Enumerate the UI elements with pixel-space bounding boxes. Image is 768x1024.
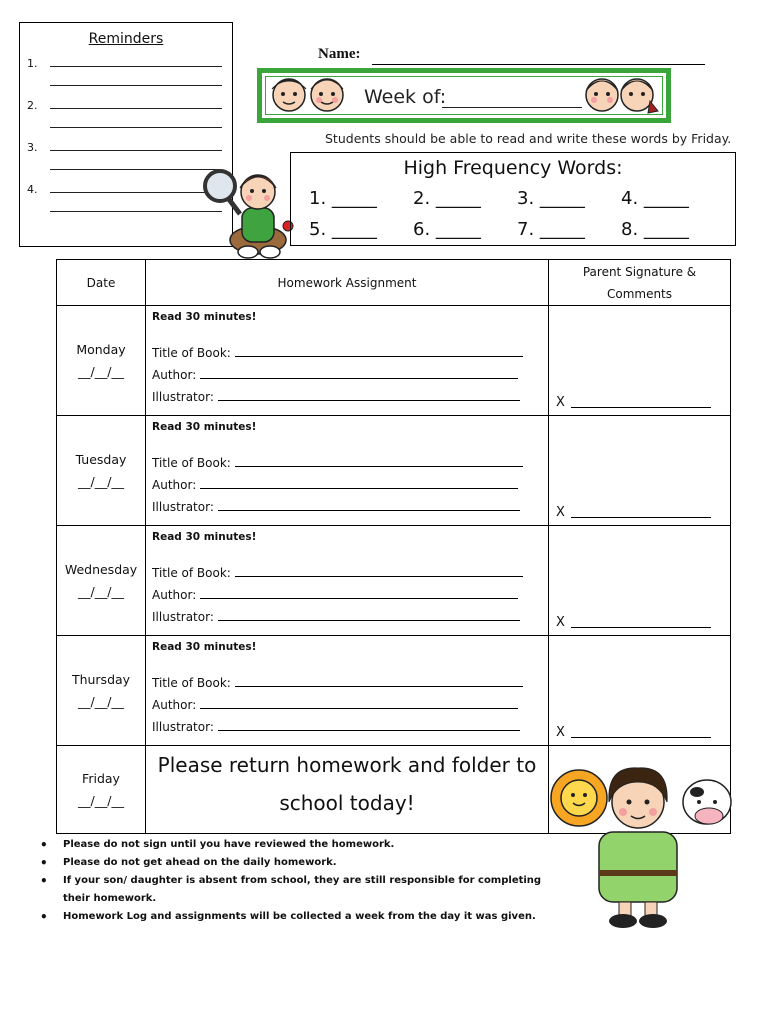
kids-clipart-left	[264, 71, 360, 119]
high-frequency-words-title: High Frequency Words:	[403, 157, 623, 179]
signature-line[interactable]	[571, 627, 711, 628]
title-field[interactable]	[235, 457, 523, 467]
title-label: Title of Book:	[152, 456, 231, 470]
hfw-word-2[interactable]: 2. _____	[413, 188, 481, 209]
title-field[interactable]	[235, 567, 523, 577]
day-cell	[57, 746, 146, 834]
signature-x: X	[556, 395, 565, 410]
author-field[interactable]	[200, 589, 518, 599]
illustrator-label: Illustrator:	[152, 610, 214, 624]
day-date-field[interactable]: __/__/__	[78, 473, 124, 489]
day-cell	[57, 416, 146, 526]
students-note: Students should be able to read and write these words by Friday.	[325, 131, 732, 146]
day-date-field[interactable]: __/__/__	[78, 792, 124, 808]
reminder-number: 3.	[27, 141, 38, 154]
day-name: Thursday	[71, 671, 131, 687]
week-of-banner	[257, 68, 671, 123]
friday-message-line-2: school today!	[279, 791, 415, 815]
author-field[interactable]	[200, 479, 518, 489]
reminder-line[interactable]	[50, 108, 222, 109]
illustrator-field[interactable]	[218, 611, 520, 621]
hfw-word-3[interactable]: 3. _____	[517, 188, 585, 209]
reminder-number: 1.	[27, 57, 38, 70]
day-cell	[57, 526, 146, 636]
day-date-field[interactable]: __/__/__	[78, 693, 124, 709]
reminder-line[interactable]	[50, 150, 222, 151]
assignment-cell	[146, 526, 549, 636]
author-label: Author:	[152, 588, 197, 602]
note-item: • Please do not sign until you have reviewed the homework.	[40, 836, 560, 854]
read-instruction: Read 30 minutes!	[152, 641, 257, 653]
signature-x: X	[556, 615, 565, 630]
high-frequency-words-box	[290, 152, 736, 246]
cow-puppet	[683, 780, 731, 824]
reminder-number: 2.	[27, 99, 38, 112]
reminder-line[interactable]	[50, 169, 222, 170]
kid-magnifier-clipart	[200, 158, 295, 264]
hfw-word-1[interactable]: 1. _____	[309, 188, 377, 209]
signature-x: X	[556, 725, 565, 740]
day-date-field[interactable]: __/__/__	[78, 583, 124, 599]
day-date-field[interactable]: __/__/__	[78, 363, 124, 379]
hfw-word-7[interactable]: 7. _____	[517, 219, 585, 240]
note-item: • Homework Log and assignments will be collected a week from the day it was given.	[40, 908, 560, 926]
author-field[interactable]	[200, 699, 518, 709]
day-name: Wednesday	[64, 561, 138, 577]
signature-line[interactable]	[571, 407, 711, 408]
assignment-cell	[146, 416, 549, 526]
header-signature: Parent Signature & Comments	[549, 260, 731, 306]
hfw-word-4[interactable]: 4. _____	[621, 188, 689, 209]
day-name: Friday	[82, 770, 120, 786]
author-label: Author:	[152, 368, 197, 382]
day-cell	[57, 306, 146, 416]
illustrator-label: Illustrator:	[152, 720, 214, 734]
signature-cell[interactable]	[549, 306, 731, 416]
notes-list	[40, 836, 560, 926]
author-field[interactable]	[200, 369, 518, 379]
illustrator-field[interactable]	[218, 391, 520, 401]
hfw-word-5[interactable]: 5. _____	[309, 219, 377, 240]
read-instruction: Read 30 minutes!	[152, 531, 257, 543]
week-of-field[interactable]	[442, 107, 582, 108]
kids-clipart-right	[582, 69, 662, 119]
note-item: • If your son/ daughter is absent from school, they are still responsible for completing their homework.	[40, 872, 560, 908]
signature-line[interactable]	[571, 737, 711, 738]
reminder-number: 4.	[27, 183, 38, 196]
assignment-cell	[146, 306, 549, 416]
illustrator-field[interactable]	[218, 501, 520, 511]
table-header-row	[57, 260, 731, 306]
signature-x: X	[556, 505, 565, 520]
signature-line[interactable]	[571, 517, 711, 518]
header-date: Date	[57, 260, 146, 306]
name-label: Name:	[318, 46, 361, 62]
author-label: Author:	[152, 478, 197, 492]
signature-cell[interactable]	[549, 636, 731, 746]
hfw-word-8[interactable]: 8. _____	[621, 219, 689, 240]
note-item: • Please do not get ahead on the daily homework.	[40, 854, 560, 872]
homework-log-table	[56, 259, 731, 834]
sun-puppet	[551, 770, 607, 826]
signature-cell[interactable]	[549, 526, 731, 636]
reminder-line[interactable]	[50, 127, 222, 128]
friday-message	[146, 746, 549, 834]
table-row-tuesday	[57, 416, 731, 526]
illustrator-label: Illustrator:	[152, 500, 214, 514]
name-field[interactable]	[372, 64, 705, 65]
read-instruction: Read 30 minutes!	[152, 311, 257, 323]
reminder-line[interactable]	[50, 85, 222, 86]
title-label: Title of Book:	[152, 566, 231, 580]
friday-message-line-1: Please return homework and folder to	[157, 753, 537, 777]
hfw-word-6[interactable]: 6. _____	[413, 219, 481, 240]
author-label: Author:	[152, 698, 197, 712]
day-name: Monday	[76, 341, 126, 357]
assignment-cell	[146, 636, 549, 746]
reminders-title: Reminders	[88, 31, 164, 47]
week-of-label: Week of:	[364, 86, 447, 108]
day-name: Tuesday	[75, 451, 127, 467]
reminder-line[interactable]	[50, 211, 222, 212]
header-assignment: Homework Assignment	[146, 260, 549, 306]
title-field[interactable]	[235, 347, 523, 357]
reminder-line[interactable]	[50, 192, 222, 193]
table-row-wednesday	[57, 526, 731, 636]
illustrator-field[interactable]	[218, 721, 520, 731]
title-field[interactable]	[235, 677, 523, 687]
signature-cell[interactable]	[549, 416, 731, 526]
read-instruction: Read 30 minutes!	[152, 421, 257, 433]
reminder-line[interactable]	[50, 66, 222, 67]
day-cell	[57, 636, 146, 746]
title-label: Title of Book:	[152, 676, 231, 690]
title-label: Title of Book:	[152, 346, 231, 360]
illustrator-label: Illustrator:	[152, 390, 214, 404]
table-row-monday	[57, 306, 731, 416]
table-row-thursday	[57, 636, 731, 746]
girl-puppets-clipart	[547, 758, 737, 930]
